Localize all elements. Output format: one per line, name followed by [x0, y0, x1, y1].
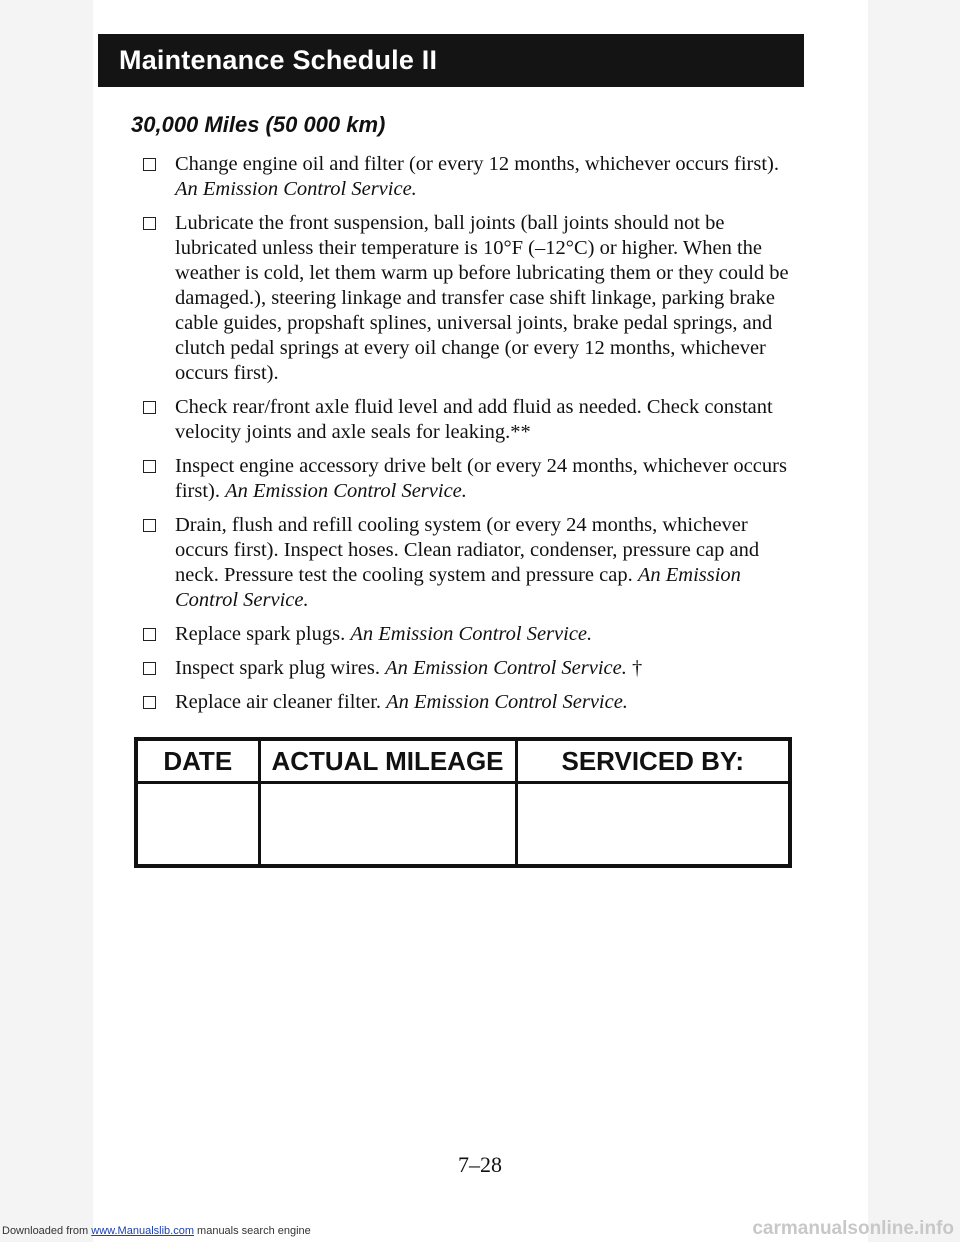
checklist-item — [143, 656, 803, 681]
item-text: Inspect engine accessory drive belt (or every 24 months, whichever occurs first). — [175, 455, 787, 502]
checklist-item — [143, 513, 803, 613]
item-text: Replace spark plugs. — [175, 623, 351, 645]
checklist-item — [143, 152, 803, 202]
item-service-note: An Emission Control Service. — [175, 178, 417, 200]
item-text: Replace air cleaner filter. — [175, 691, 387, 713]
dagger-footnote-mark: † — [626, 657, 643, 679]
section-banner — [98, 34, 804, 87]
checkbox-icon[interactable] — [143, 696, 156, 709]
checkbox-icon[interactable] — [143, 217, 156, 230]
banner-title: Maintenance Schedule II — [119, 45, 438, 75]
footer-prefix: Downloaded from — [2, 1225, 92, 1237]
item-text: Drain, flush and refill cooling system (or every 24 months, whichever occurs first). Inspect hoses. Clean radiator, condenser, pressure cap and neck. Pressure test the cooling system and pressure cap. — [175, 514, 760, 586]
page-number: 7–28 — [458, 1152, 502, 1177]
item-text: Inspect spark plug wires. — [175, 657, 386, 679]
maintenance-checklist — [143, 152, 803, 724]
item-text: Change engine oil and filter (or every 12 months, whichever occurs first). — [175, 153, 779, 175]
date-entry-cell[interactable] — [136, 783, 259, 867]
service-log-table — [134, 737, 792, 868]
item-service-note: An Emission Control Service. — [175, 564, 741, 611]
serviced-by-column-header: SERVICED BY: — [516, 739, 790, 783]
item-service-note: An Emission Control Service. — [350, 623, 593, 645]
checkbox-icon[interactable] — [143, 401, 156, 414]
checkbox-icon[interactable] — [143, 158, 156, 171]
item-text: Lubricate the front suspension, ball joints (ball joints should not be lubricated unless their temperature is 10°F (–12°C) or higher. When the weather is cold, let them warm up before lubricating them or they could be damaged.), steering linkage and transfer case shift linkage, parking brake cable guides, propshaft splines, universal joints, brake pedal springs, and clutch pedal springs at every oil change (or every 12 months, whichever occurs first). — [175, 212, 789, 384]
checkbox-icon[interactable] — [143, 519, 156, 532]
mileage-entry-cell[interactable] — [259, 783, 516, 867]
checkbox-icon[interactable] — [143, 628, 156, 641]
checklist-item — [143, 690, 803, 715]
watermark: carmanualsonline.info — [752, 1218, 954, 1239]
footer-suffix: manuals search engine — [193, 1225, 311, 1237]
manualslib-link[interactable]: www.Manualslib.com — [91, 1225, 194, 1237]
checklist-item — [143, 211, 803, 386]
item-service-note: An Emission Control Service. — [386, 691, 628, 713]
mileage-column-header: ACTUAL MILEAGE — [259, 739, 516, 783]
serviced-by-entry-cell[interactable] — [516, 783, 790, 867]
checklist-item — [143, 454, 803, 504]
download-footer — [2, 1225, 311, 1237]
item-service-note: An Emission Control Service. — [385, 657, 627, 679]
checklist-item — [143, 622, 803, 647]
item-text: Check rear/front axle fluid level and add fluid as needed. Check constant velocity joints and axle seals for leaking.** — [175, 396, 773, 443]
checkbox-icon[interactable] — [143, 662, 156, 675]
checklist-item — [143, 395, 803, 445]
date-column-header: DATE — [136, 739, 259, 783]
item-service-note: An Emission Control Service. — [225, 480, 467, 502]
checkbox-icon[interactable] — [143, 460, 156, 473]
mileage-heading: 30,000 Miles (50 000 km) — [131, 112, 386, 137]
